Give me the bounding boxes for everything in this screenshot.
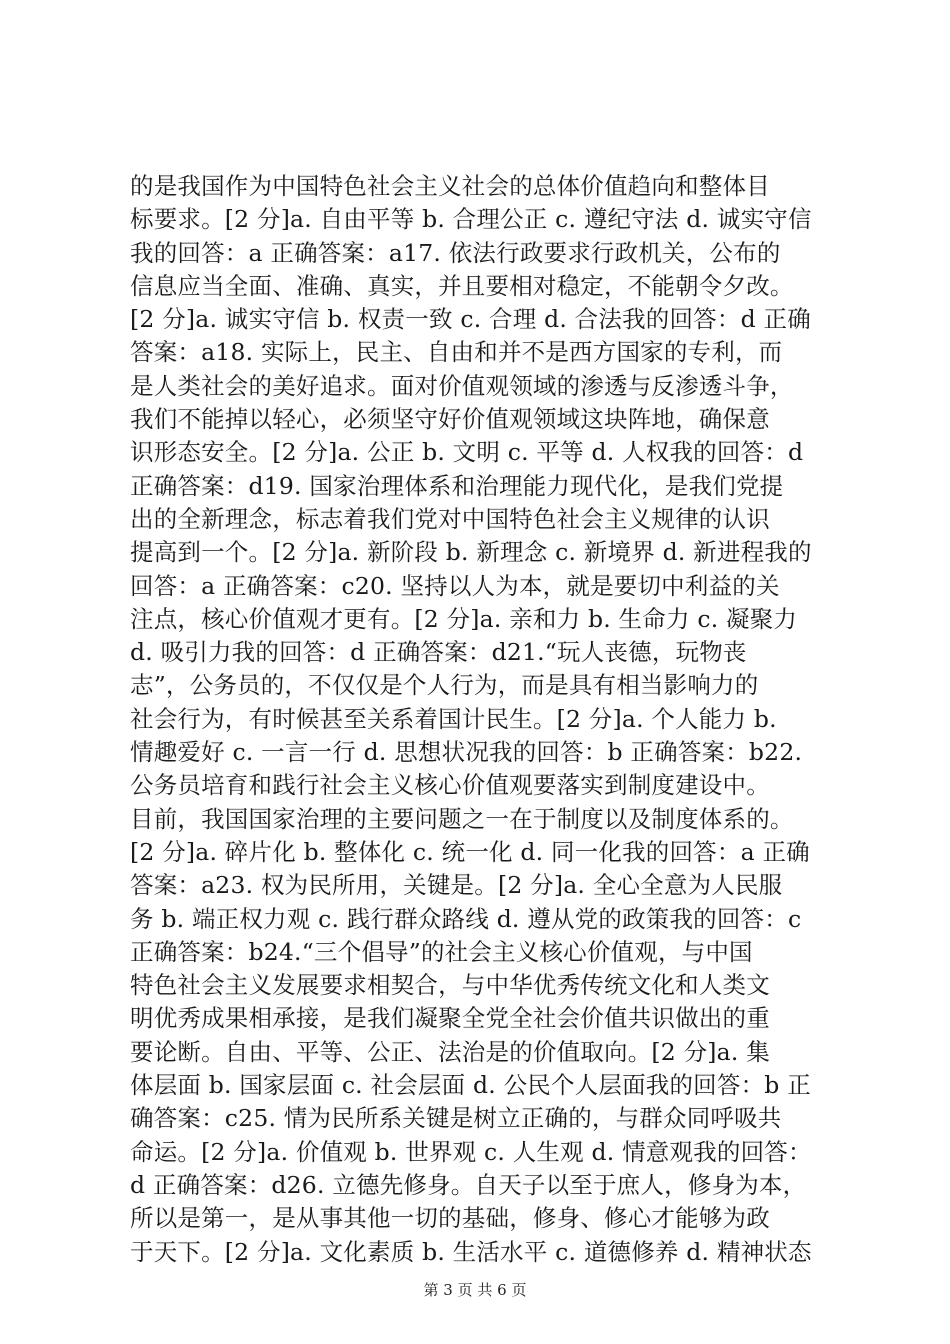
text-line: 特色社会主义发展要求相契合，与中华优秀传统文化和人类文 — [130, 971, 770, 1000]
text-line: [2 分]a. 碎片化 b. 整体化 c. 统一化 d. 同一化我的回答：a 正确 — [130, 837, 810, 866]
text-line: 答案：a23. 权为民所用，关键是。[2 分]a. 全心全意为人民服 — [130, 871, 783, 900]
text-line: 回答：a 正确答案：c20. 坚持以人为本，就是要切中利益的关 — [130, 571, 780, 600]
text-line: 命运。[2 分]a. 价值观 b. 世界观 c. 人生观 d. 情意观我的回答： — [130, 1137, 812, 1166]
text-line: 我们不能掉以轻心，必须坚守好价值观领域这块阵地，确保意 — [130, 405, 770, 434]
text-line: 的是我国作为中国特色社会主义社会的总体价值趋向和整体目 — [130, 172, 770, 200]
text-line: 目前，我国国家治理的主要问题之一在于制度以及制度体系的。 — [130, 804, 794, 833]
text-line: 体层面 b. 国家层面 c. 社会层面 d. 公民个人层面我的回答：b 正 — [130, 1071, 811, 1100]
page-number-footer: 第 3 页 共 6 页 — [423, 1281, 527, 1299]
text-line: 注点，核心价值观才更有。[2 分]a. 亲和力 b. 生命力 c. 凝聚力 — [130, 604, 798, 633]
text-line: 出的全新理念，标志着我们党对中国特色社会主义规律的认识 — [130, 504, 770, 533]
text-line: 志”，公务员的，不仅仅是个人行为，而是具有相当影响力的 — [130, 671, 759, 700]
text-line: 提高到一个。[2 分]a. 新阶段 b. 新理念 c. 新境界 d. 新进程我的 — [130, 538, 812, 567]
text-line: [2 分]a. 诚实守信 b. 权责一致 c. 合理 d. 合法我的回答：d 正确 — [130, 305, 811, 334]
text-line: 所以是第一，是从事其他一切的基础，修身、修心才能够为政 — [130, 1204, 770, 1233]
text-line: d. 吸引力我的回答：d 正确答案：d21.“玩人丧德，玩物丧 — [130, 638, 747, 667]
document-body — [130, 170, 830, 1269]
text-line: 是人类社会的美好追求。面对价值观领域的渗透与反渗透斗争， — [130, 371, 794, 400]
text-line: 答案：a18. 实际上，民主、自由和并不是西方国家的专利，而 — [130, 338, 783, 367]
text-line: 要论断。自由、平等、公正、法治是的价值取向。[2 分]a. 集 — [130, 1037, 770, 1066]
text-line: 标要求。[2 分]a. 自由平等 b. 合理公正 c. 遵纪守法 d. 诚实守信 — [130, 205, 812, 234]
text-line: 我的回答：a 正确答案：a17. 依法行政要求行政机关，公布的 — [130, 238, 781, 267]
text-line: 确答案：c25. 情为民所系关键是树立正确的，与群众同呼吸共 — [130, 1104, 782, 1133]
text-line: 社会行为，有时候甚至关系着国计民生。[2 分]a. 个人能力 b. — [130, 704, 777, 733]
text-line: 正确答案：b24.“三个倡导”的社会主义核心价值观，与中国 — [130, 937, 753, 966]
text-line: 信息应当全面、准确、真实，并且要相对稳定，不能朝令夕改。 — [130, 271, 794, 300]
text-line: 公务员培育和践行社会主义核心价值观要落实到制度建设中。 — [130, 771, 770, 800]
text-line: 明优秀成果相承接，是我们凝聚全党全社会价值共识做出的重 — [130, 1004, 770, 1033]
text-line: 情趣爱好 c. 一言一行 d. 思想状况我的回答：b 正确答案：b22. — [130, 738, 803, 767]
text-line: d 正确答案：d26. 立德先修身。自天子以至于庶人，修身为本， — [130, 1170, 807, 1199]
text-line: 于天下。[2 分]a. 文化素质 b. 生活水平 c. 道德修养 d. 精神状态 — [130, 1237, 812, 1266]
text-line: 务 b. 端正权力观 c. 践行群众路线 d. 遵从党的政策我的回答：c — [130, 904, 802, 933]
text-line: 正确答案：d19. 国家治理体系和治理能力现代化，是我们党提 — [130, 471, 784, 500]
text-line: 识形态安全。[2 分]a. 公正 b. 文明 c. 平等 d. 人权我的回答：d — [130, 438, 804, 467]
